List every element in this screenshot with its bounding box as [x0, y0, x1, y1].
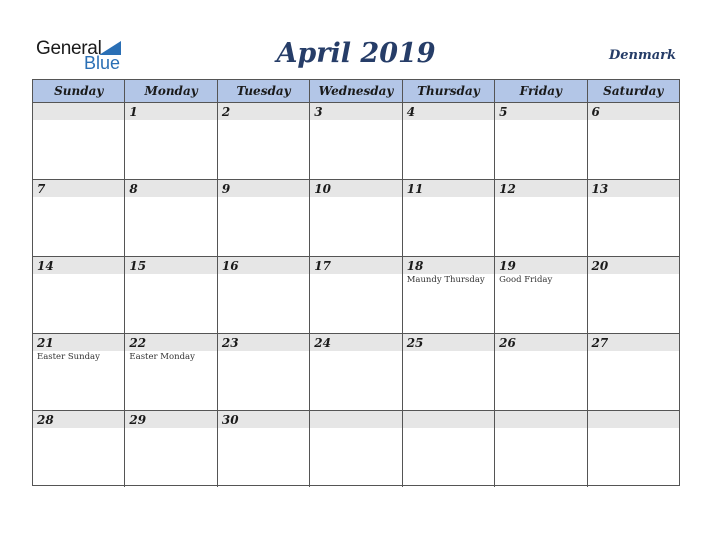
weeks-container — [33, 103, 679, 487]
weekday-wednesday: Wednesday — [310, 80, 402, 102]
day-number-bar — [310, 411, 401, 428]
holiday-label: Good Friday — [499, 275, 553, 285]
day-cell[interactable] — [33, 334, 125, 410]
calendar-grid — [32, 79, 680, 486]
day-cell[interactable] — [588, 411, 679, 487]
day-cell[interactable] — [495, 334, 587, 410]
day-number-bar — [495, 411, 586, 428]
weekday-friday: Friday — [495, 80, 587, 102]
week-row — [33, 257, 679, 334]
day-cell[interactable] — [33, 103, 125, 179]
day-number: 19 — [499, 259, 516, 273]
holiday-label: Maundy Thursday — [406, 275, 485, 285]
day-number: 25 — [406, 336, 424, 350]
day-number: 6 — [591, 105, 600, 119]
day-number: 8 — [129, 182, 138, 196]
day-cell[interactable] — [588, 103, 679, 179]
day-cell[interactable] — [310, 103, 402, 179]
day-number-bar — [125, 103, 216, 120]
day-number: 9 — [221, 182, 231, 196]
day-number-bar — [310, 103, 401, 120]
day-number: 30 — [221, 413, 239, 427]
day-number-bar — [218, 103, 309, 120]
day-cell[interactable] — [33, 411, 125, 487]
day-number: 24 — [314, 336, 331, 350]
day-cell[interactable] — [125, 411, 217, 487]
weekday-saturday: Saturday — [603, 84, 664, 98]
day-cell[interactable] — [218, 180, 310, 256]
holiday-label: Easter Sunday — [37, 352, 100, 362]
day-number: 17 — [314, 259, 331, 273]
day-number: 2 — [221, 105, 231, 119]
day-cell[interactable] — [218, 411, 310, 487]
day-number: 12 — [499, 182, 516, 196]
weekday-sunday: Sunday — [33, 80, 125, 102]
day-cell[interactable] — [588, 334, 679, 410]
day-cell[interactable] — [125, 257, 217, 333]
day-number: 14 — [37, 259, 54, 273]
day-cell[interactable] — [218, 257, 310, 333]
day-number-bar — [218, 180, 309, 197]
day-number: 26 — [499, 336, 516, 350]
day-number: 7 — [37, 182, 46, 196]
week-row — [33, 334, 679, 411]
day-cell[interactable] — [495, 257, 587, 333]
day-number-bar — [588, 411, 679, 428]
day-number: 11 — [406, 182, 424, 196]
day-number: 15 — [129, 259, 147, 273]
day-cell[interactable] — [403, 180, 495, 256]
day-cell[interactable] — [403, 103, 495, 179]
day-number: 16 — [221, 259, 239, 273]
day-number: 22 — [129, 336, 147, 350]
day-cell[interactable] — [310, 257, 402, 333]
day-number-bar — [495, 103, 586, 120]
day-number-bar — [588, 103, 679, 120]
day-cell[interactable] — [403, 411, 495, 487]
day-cell[interactable] — [495, 411, 587, 487]
day-number: 4 — [406, 105, 416, 119]
logo-blue-text: Blue — [84, 53, 121, 73]
holiday-label: Easter Monday — [129, 352, 195, 362]
day-cell[interactable] — [125, 334, 217, 410]
day-number: 1 — [129, 105, 138, 119]
weekday-tuesday: Tuesday — [218, 80, 310, 102]
day-cell[interactable] — [125, 180, 217, 256]
day-cell[interactable] — [33, 180, 125, 256]
day-cell[interactable] — [403, 257, 495, 333]
day-cell[interactable] — [125, 103, 217, 179]
weekday-header-row — [33, 80, 679, 103]
day-number-bar — [125, 180, 216, 197]
day-cell[interactable] — [588, 180, 679, 256]
day-number: 5 — [499, 105, 508, 119]
day-number-bar — [403, 103, 494, 120]
calendar-title: April 2019 — [276, 38, 436, 69]
day-cell[interactable] — [310, 411, 402, 487]
day-number: 10 — [314, 182, 331, 196]
day-number: 28 — [37, 413, 54, 427]
day-cell[interactable] — [310, 334, 402, 410]
week-row — [33, 411, 679, 487]
day-cell[interactable] — [218, 334, 310, 410]
week-row — [33, 180, 679, 257]
country-label: Denmark — [608, 48, 676, 63]
day-number: 23 — [221, 336, 239, 350]
day-number-bar — [33, 103, 124, 120]
day-cell[interactable] — [403, 334, 495, 410]
weekday-thursday: Thursday — [403, 80, 495, 102]
weekday-monday: Monday — [125, 80, 217, 102]
day-number: 20 — [591, 259, 609, 273]
day-number: 13 — [591, 182, 609, 196]
day-number: 21 — [37, 336, 54, 350]
day-number: 29 — [129, 413, 147, 427]
week-row — [33, 103, 679, 180]
day-number-bar — [33, 180, 124, 197]
day-cell[interactable] — [218, 103, 310, 179]
logo-general-text: General — [36, 38, 102, 59]
day-cell[interactable] — [310, 180, 402, 256]
day-number: 3 — [314, 105, 323, 119]
day-cell[interactable] — [588, 257, 679, 333]
day-number: 27 — [591, 336, 609, 350]
day-number-bar — [403, 411, 494, 428]
day-cell[interactable] — [495, 103, 587, 179]
day-cell[interactable] — [33, 257, 125, 333]
day-number: 18 — [406, 259, 424, 273]
day-cell[interactable] — [495, 180, 587, 256]
